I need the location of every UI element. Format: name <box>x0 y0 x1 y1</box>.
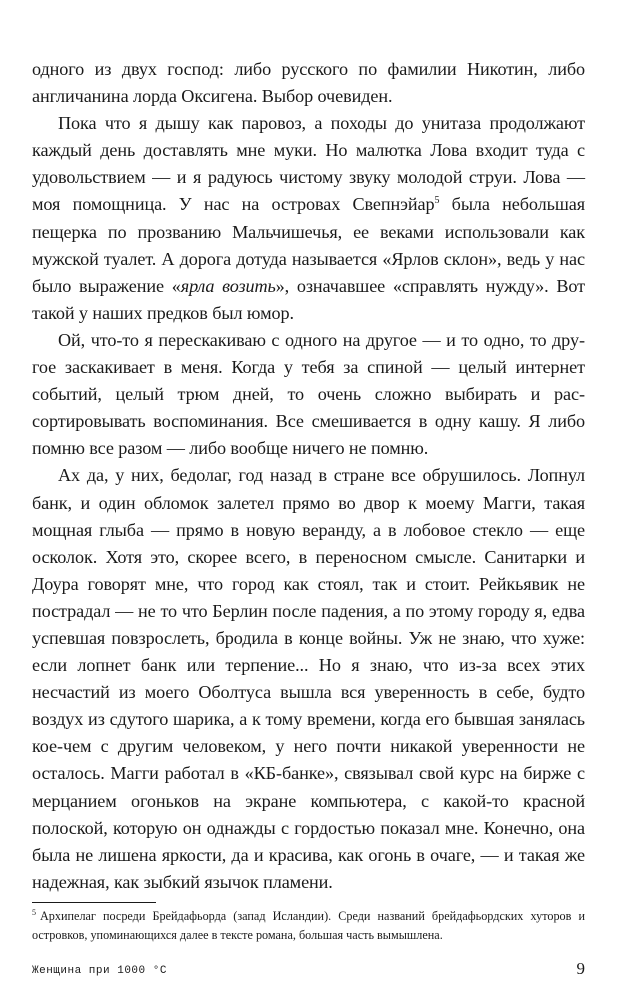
paragraph-2-text-end: », означавшее «справлять нужду». Вот такой у наших предков был юмор. <box>32 275 585 323</box>
paragraph-2 <box>32 110 585 327</box>
footnote-reference: 5 <box>434 195 440 207</box>
paragraph-4: Ах да, у них, бедолаг, год назад в стране все обрушилось. Лопнул банк, и один обломок залетел прямо во двор к моему Магги, такая мощная глыба — прямо в новую веранду, а в лобовое стекло — еще осколок. Хотя это, скорее всего, в переносном смысле. Санитарки и Доура говорят мне, что город как стоял, так и стоит. Рейкьявик не пострадал — не то что Берлин после падения, а по этому городу я, едва успевшая повзрослеть, бродила в конце войны. Уж не знаю, что хуже: если лопнет банк или терпение... Но я знаю, что из-за всех этих несчастий из моего Оболтуса вышла вся уверенность в себе, будто воздух из сдутого шарика, а к тому времени, когда его бывшая занялась кое-чем с другим человеком, у него почти никакой уверенности не осталось. Магги работал в «КБ-банке», связывал свой курс на бирже с мерцанием огоньков на экране компьютера, с какой-то красной полоской, которую он однажды с гордостью показал мне. Конечно, она была не лишена яркости, да и красива, как огонь в очаге, — и такая же надежная, как зыбкий язычок пламени. <box>32 465 585 892</box>
footnote-mark: 5 <box>32 908 36 917</box>
paragraph-1: одного из двух господ: либо русского по фамилии Никотин, либо англичанина лорда Оксигена. Выбор очевиден. <box>32 59 585 107</box>
page-number: 9 <box>576 959 585 978</box>
paragraph-2-text: Пока что я дышу как паровоз, а походы до унитаза продолжают каждый день доставлять мне муки. Но малютка Лова входит туда с удовольствием — и я радуюсь чистому звуку молодой струи. Лова — моя помощница. У нас на островах Свепнэйар <box>32 113 585 215</box>
footnote <box>32 907 585 945</box>
footnote-divider <box>32 902 156 903</box>
main-text <box>32 56 585 896</box>
emphasis-text: ярла возить <box>180 275 276 296</box>
footnote-text: Архипелаг посреди Брейдафьорда (запад Исландии). Среди названий брейдафьордских хуторов и островков, упоминающихся далее в тексте романа, большая часть вымышлена. <box>32 909 585 942</box>
paragraph-2-text-after: была небольшая пещерка по прозванию Мальчишечья, ее веками использовали как мужской туалет. А дорога дотуда называется «Ярлов склон», ведь у нас было выражение « <box>32 194 585 296</box>
book-page <box>32 0 585 1000</box>
paragraph-3: Ой, что-то я перескакиваю с одного на другое — и то одно, то другое заскакивает в меня. Когда у тебя за спиной — целый интернет событий, целый трюм дней, то очень сложно выбирать и рассортировывать воспоминания. Все смешивается в одну кашу. Я либо помню все разом — либо вообще ничего не помню. <box>32 329 585 459</box>
running-title: Женщина при 1000 °С <box>32 965 167 977</box>
